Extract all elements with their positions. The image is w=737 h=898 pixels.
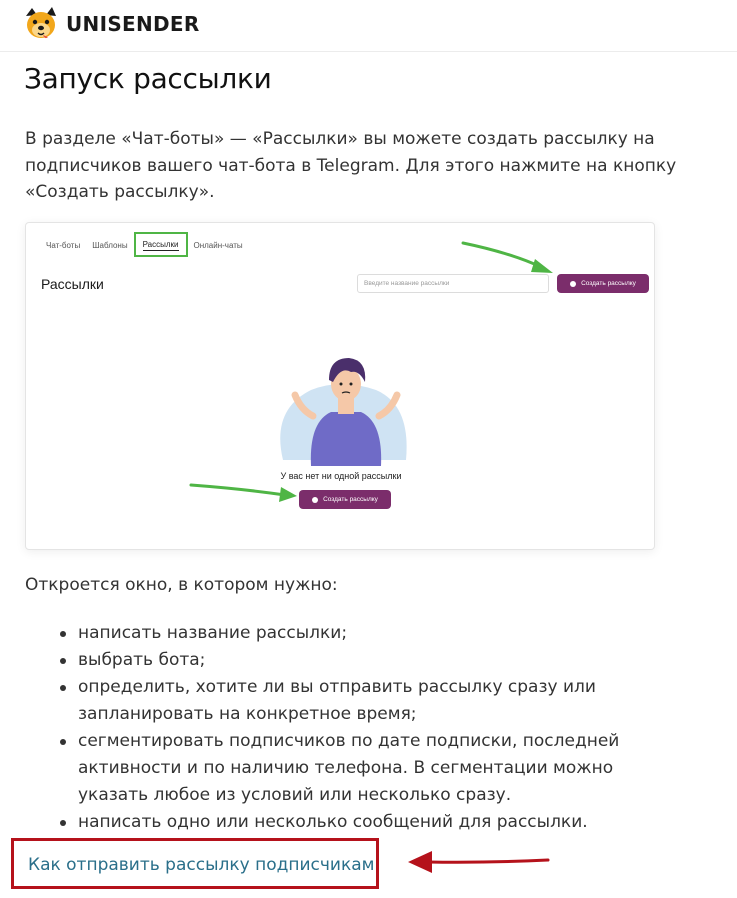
tab-chatbots[interactable]: Чат-боты bbox=[46, 241, 81, 250]
dog-mascot-icon bbox=[22, 6, 60, 42]
ui-screenshot bbox=[25, 222, 655, 550]
tab-online-chats[interactable]: Онлайн-чаты bbox=[193, 241, 243, 250]
tab-mailings-label: Рассылки bbox=[142, 240, 179, 249]
red-arrow-icon bbox=[406, 848, 551, 876]
screenshot-title: Рассылки bbox=[41, 276, 104, 292]
logo[interactable] bbox=[22, 6, 200, 42]
tab-mailings[interactable] bbox=[134, 232, 188, 257]
create-mailing-label: Создать рассылку bbox=[323, 496, 378, 503]
plus-icon bbox=[312, 497, 318, 503]
empty-state-text: У вас нет ни одной рассылки bbox=[280, 471, 402, 481]
list-item: написать одно или несколько сообщений для рассылки. bbox=[60, 809, 660, 836]
highlight-box bbox=[11, 838, 379, 889]
plus-icon bbox=[570, 281, 576, 287]
intro-paragraph: В разделе «Чат-боты» — «Рассылки» вы можете создать рассылку на подписчиков вашего чат-бота в Telegram. Для этого нажмите на кнопку «Создать рассылку». bbox=[25, 129, 677, 202]
confused-person-illustration bbox=[271, 350, 416, 466]
screenshot-tabs bbox=[40, 237, 249, 257]
site-header bbox=[0, 0, 737, 52]
list-item: написать название рассылки; bbox=[60, 620, 660, 647]
page-title: Запуск рассылки bbox=[24, 62, 272, 95]
green-arrow-top-icon bbox=[461, 239, 556, 279]
screenshot-search-input[interactable]: Введите название рассылки bbox=[357, 274, 549, 293]
after-paragraph: Откроется окно, в котором нужно: bbox=[25, 575, 338, 595]
list-item: определить, хотите ли вы отправить рассылку сразу или запланировать на конкретное время; bbox=[60, 674, 660, 728]
create-mailing-label: Создать рассылку bbox=[581, 280, 636, 287]
brand-name: UNISENDER bbox=[66, 12, 200, 36]
tab-templates[interactable]: Шаблоны bbox=[92, 241, 128, 250]
steps-list bbox=[60, 620, 660, 836]
green-arrow-center-icon bbox=[189, 479, 299, 503]
list-item: выбрать бота; bbox=[60, 647, 660, 674]
how-to-send-link[interactable]: Как отправить рассылку подписчикам bbox=[28, 855, 375, 875]
create-mailing-button-center[interactable] bbox=[299, 490, 391, 509]
list-item: сегментировать подписчиков по дате подписки, последней активности и по наличию телефона. В сегментации можно указать любое из условий или несколько сразу. bbox=[60, 728, 660, 809]
create-mailing-button-top[interactable] bbox=[557, 274, 649, 293]
